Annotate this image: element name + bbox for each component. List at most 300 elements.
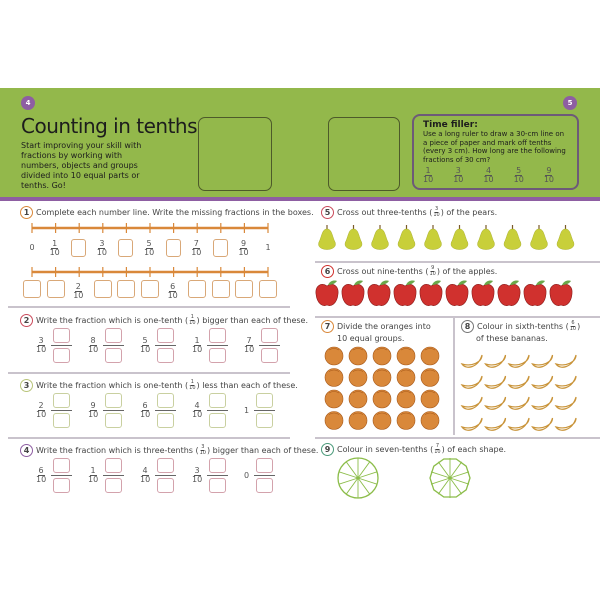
denominator-box[interactable] bbox=[157, 348, 174, 363]
question-6-header bbox=[321, 265, 497, 278]
fraction-item bbox=[192, 458, 228, 493]
denominator: 10 bbox=[88, 410, 99, 419]
question-number: 8 bbox=[461, 320, 474, 333]
denominator: 10 bbox=[96, 248, 107, 257]
fraction-item bbox=[244, 458, 275, 493]
denominator: 10 bbox=[144, 248, 155, 257]
pear bbox=[372, 225, 389, 250]
banana bbox=[509, 376, 529, 388]
fraction-item bbox=[140, 393, 176, 428]
fraction-item bbox=[244, 393, 275, 428]
banana bbox=[486, 397, 506, 409]
denominator-box[interactable] bbox=[105, 478, 122, 493]
orange bbox=[373, 369, 391, 387]
pear bbox=[345, 225, 362, 250]
answer-box[interactable] bbox=[118, 239, 133, 257]
denominator-box[interactable] bbox=[105, 348, 122, 363]
banana bbox=[486, 376, 506, 388]
denominator-box[interactable] bbox=[53, 348, 70, 363]
answer-fraction bbox=[155, 328, 176, 363]
denominator: 10 bbox=[36, 345, 47, 354]
fraction-bar bbox=[155, 410, 176, 411]
numerator-box[interactable] bbox=[209, 458, 226, 473]
question-7-header bbox=[321, 320, 431, 333]
text-pre: Write the fraction which is one-tenth ( bbox=[36, 316, 189, 325]
denominator: 10 bbox=[73, 291, 84, 300]
fraction bbox=[140, 337, 150, 354]
answer-fraction bbox=[103, 458, 124, 493]
numerator: 8 bbox=[90, 336, 96, 345]
fraction bbox=[97, 240, 107, 257]
orange bbox=[421, 390, 439, 408]
fraction bbox=[140, 467, 150, 484]
numerator: 2 bbox=[38, 401, 44, 410]
denominator-box[interactable] bbox=[157, 478, 174, 493]
fraction bbox=[192, 337, 202, 354]
text-pre: Cross out three-tenths ( bbox=[337, 208, 433, 217]
numerator-box[interactable] bbox=[53, 328, 70, 343]
numerator-box[interactable] bbox=[209, 393, 226, 408]
denominator: 10 bbox=[36, 475, 47, 484]
fraction bbox=[423, 167, 433, 184]
fraction bbox=[483, 167, 493, 184]
answer-box[interactable] bbox=[166, 239, 181, 257]
numerator: 9 bbox=[546, 166, 552, 175]
fraction bbox=[168, 283, 178, 300]
fraction-bar bbox=[51, 345, 72, 346]
numerator: 6 bbox=[170, 282, 176, 291]
answer-box[interactable] bbox=[213, 239, 228, 257]
pear bbox=[478, 225, 495, 250]
question-2-header bbox=[20, 314, 308, 327]
numerator-box[interactable] bbox=[105, 393, 122, 408]
apple bbox=[420, 280, 442, 305]
banana bbox=[462, 397, 482, 409]
question-number: 5 bbox=[321, 206, 334, 219]
text-post: ) bigger than each of these. bbox=[206, 446, 319, 455]
orange bbox=[421, 347, 439, 365]
denominator: 10 bbox=[192, 345, 203, 354]
banana bbox=[509, 355, 529, 367]
denominator-box[interactable] bbox=[256, 478, 273, 493]
banana bbox=[486, 418, 506, 430]
orange bbox=[397, 412, 415, 430]
question-text bbox=[337, 266, 497, 277]
denominator-box[interactable] bbox=[209, 348, 226, 363]
time-filler-text: Use a long ruler to draw a 30-cm line on a piece of paper and mark off tenths (every 3 cm). How long are the following fractions of 30 cm? bbox=[423, 130, 566, 164]
numerator: 1 bbox=[52, 239, 58, 248]
question-number: 1 bbox=[20, 206, 33, 219]
fraction bbox=[192, 402, 202, 419]
inline-fraction bbox=[429, 266, 435, 277]
text-post: ) less than each of these. bbox=[196, 381, 298, 390]
apple bbox=[524, 280, 546, 305]
fraction-item bbox=[192, 393, 228, 428]
numerator: 1 bbox=[190, 379, 194, 385]
fraction bbox=[544, 167, 554, 184]
inline-fraction bbox=[189, 315, 195, 326]
inline-fraction bbox=[433, 207, 439, 218]
fraction-item bbox=[36, 393, 72, 428]
text-post: ) bbox=[577, 322, 581, 331]
page-title: Counting in tenths bbox=[21, 114, 198, 138]
numerator: 1 bbox=[190, 314, 194, 320]
pear bbox=[398, 225, 415, 250]
text-pre: Colour in sixth-tenths ( bbox=[477, 322, 569, 331]
answer-fraction bbox=[207, 458, 228, 493]
question-text: Complete each number line. Write the missing fractions in the boxes. bbox=[36, 208, 314, 217]
segment-line bbox=[438, 462, 450, 478]
answer-box[interactable] bbox=[235, 280, 253, 298]
divider-line bbox=[0, 197, 600, 201]
fraction bbox=[192, 467, 202, 484]
numerator: 6 bbox=[571, 320, 575, 326]
numerator-box[interactable] bbox=[157, 328, 174, 343]
inline-fraction bbox=[570, 321, 576, 332]
denominator: 10 bbox=[433, 212, 440, 218]
apple bbox=[394, 280, 416, 305]
banana bbox=[533, 397, 553, 409]
answer-fraction bbox=[259, 328, 280, 363]
denominator: 10 bbox=[191, 248, 202, 257]
question-number: 9 bbox=[321, 443, 334, 456]
numerator-box[interactable] bbox=[261, 328, 278, 343]
fraction bbox=[36, 467, 46, 484]
segment-line bbox=[450, 478, 469, 484]
pears-row bbox=[315, 222, 600, 256]
question-number: 6 bbox=[321, 265, 334, 278]
question-8-header bbox=[461, 320, 580, 333]
numerator-box[interactable] bbox=[53, 393, 70, 408]
question-text bbox=[477, 321, 580, 332]
numerator-box[interactable] bbox=[256, 393, 273, 408]
section-divider bbox=[8, 306, 290, 308]
fraction bbox=[244, 337, 254, 354]
text-post: ) of the apples. bbox=[436, 267, 498, 276]
answer-box[interactable] bbox=[23, 280, 41, 298]
numerator-box[interactable] bbox=[157, 393, 174, 408]
answer-fraction bbox=[51, 393, 72, 428]
text-post: ) of the pears. bbox=[440, 208, 498, 217]
text-post: ) bigger than each of these. bbox=[196, 316, 308, 325]
fraction bbox=[238, 240, 248, 257]
denominator: 10 bbox=[140, 410, 151, 419]
number-label: 0 bbox=[29, 243, 35, 252]
inline-fraction bbox=[434, 444, 440, 455]
fraction-item bbox=[36, 458, 72, 493]
number-label: 1 bbox=[265, 243, 271, 252]
banana bbox=[509, 397, 529, 409]
numerator: 3 bbox=[38, 336, 44, 345]
banana bbox=[533, 376, 553, 388]
apple bbox=[472, 280, 494, 305]
pear bbox=[504, 225, 521, 250]
question-text: Divide the oranges into bbox=[337, 322, 431, 331]
banana bbox=[556, 376, 576, 388]
apple bbox=[316, 280, 338, 305]
fraction bbox=[73, 283, 83, 300]
number-label: 1 bbox=[244, 406, 250, 415]
orange bbox=[397, 347, 415, 365]
fraction bbox=[36, 337, 46, 354]
numerator: 9 bbox=[431, 265, 435, 271]
segment-line bbox=[346, 462, 358, 478]
numerator-box[interactable] bbox=[105, 458, 122, 473]
answer-fraction bbox=[254, 393, 275, 428]
denominator-box[interactable] bbox=[157, 413, 174, 428]
denominator: 10 bbox=[513, 175, 524, 184]
fraction bbox=[514, 167, 524, 184]
denominator-box[interactable] bbox=[209, 478, 226, 493]
denominator-box[interactable] bbox=[53, 478, 70, 493]
pear bbox=[319, 225, 336, 250]
fraction bbox=[140, 402, 150, 419]
fraction-bar bbox=[51, 475, 72, 476]
orange bbox=[397, 390, 415, 408]
apple bbox=[342, 280, 364, 305]
numerator-box[interactable] bbox=[157, 458, 174, 473]
question-number: 3 bbox=[20, 379, 33, 392]
segment-line bbox=[358, 478, 377, 484]
section-divider bbox=[315, 261, 600, 263]
pear bbox=[425, 225, 442, 250]
question-3-header bbox=[20, 379, 298, 392]
question-number: 4 bbox=[20, 444, 33, 457]
denominator: 10 bbox=[244, 345, 255, 354]
blank-box bbox=[198, 117, 272, 191]
numerator: 3 bbox=[434, 206, 439, 212]
orange bbox=[325, 369, 343, 387]
answer-box[interactable] bbox=[47, 280, 65, 298]
vertical-divider bbox=[453, 318, 455, 435]
numerator: 3 bbox=[201, 444, 205, 450]
banana bbox=[556, 355, 576, 367]
answer-fraction bbox=[51, 328, 72, 363]
denominator: 10 bbox=[543, 175, 554, 184]
banana bbox=[556, 397, 576, 409]
answer-fraction bbox=[51, 458, 72, 493]
shapes-row bbox=[330, 455, 480, 501]
fraction-item bbox=[36, 328, 72, 363]
numerator-box[interactable] bbox=[256, 458, 273, 473]
orange bbox=[325, 347, 343, 365]
text-pre: Cross out nine-tenths ( bbox=[337, 267, 429, 276]
denominator-box[interactable] bbox=[261, 348, 278, 363]
denominator-box[interactable] bbox=[256, 413, 273, 428]
text-pre: Write the fraction which is three-tenths ( bbox=[36, 446, 199, 455]
orange bbox=[325, 412, 343, 430]
fraction-bar bbox=[103, 475, 124, 476]
inline-fraction bbox=[189, 380, 195, 391]
text-pre: Write the fraction which is one-tenth ( bbox=[36, 381, 189, 390]
banana bbox=[462, 376, 482, 388]
fraction-bar bbox=[254, 475, 275, 476]
fraction bbox=[88, 402, 98, 419]
segment-line bbox=[358, 478, 370, 494]
fraction bbox=[453, 167, 463, 184]
answer-fraction bbox=[207, 328, 228, 363]
time-filler-box bbox=[412, 114, 579, 190]
answer-box[interactable] bbox=[117, 280, 135, 298]
numerator-box[interactable] bbox=[209, 328, 226, 343]
segment-line bbox=[339, 478, 358, 484]
numerator: 5 bbox=[142, 336, 148, 345]
question-4-header bbox=[20, 444, 318, 457]
segment-line bbox=[339, 472, 358, 478]
question-5-header bbox=[321, 206, 497, 219]
answer-fraction bbox=[155, 393, 176, 428]
pear bbox=[451, 225, 468, 250]
fraction-item bbox=[88, 328, 124, 363]
answer-fraction bbox=[207, 393, 228, 428]
page-number-right: 5 bbox=[563, 96, 577, 110]
denominator: 10 bbox=[189, 320, 196, 326]
denominator: 10 bbox=[238, 248, 249, 257]
denominator: 10 bbox=[453, 175, 464, 184]
banana bbox=[462, 355, 482, 367]
denominator: 10 bbox=[140, 475, 151, 484]
denominator: 10 bbox=[199, 450, 206, 456]
answer-box[interactable] bbox=[94, 280, 112, 298]
number-label: 0 bbox=[244, 471, 250, 480]
fraction-item bbox=[140, 328, 176, 363]
question-text bbox=[337, 207, 497, 218]
numerator: 9 bbox=[240, 239, 247, 248]
fraction bbox=[144, 240, 154, 257]
segment-line bbox=[431, 478, 450, 484]
decagon-shape bbox=[430, 458, 470, 498]
banana bbox=[533, 355, 553, 367]
bananas-grid bbox=[458, 350, 593, 435]
answer-box[interactable] bbox=[259, 280, 277, 298]
banana bbox=[509, 418, 529, 430]
numerator: 3 bbox=[455, 166, 461, 175]
apple bbox=[368, 280, 390, 305]
denominator: 10 bbox=[140, 345, 151, 354]
orange bbox=[421, 369, 439, 387]
section-divider bbox=[8, 437, 290, 439]
answer-box[interactable] bbox=[212, 280, 230, 298]
fraction-bar bbox=[207, 410, 228, 411]
denominator: 10 bbox=[483, 175, 494, 184]
answer-fraction bbox=[155, 458, 176, 493]
numerator: 6 bbox=[38, 466, 44, 475]
orange bbox=[421, 412, 439, 430]
question-text bbox=[36, 380, 298, 391]
answer-box[interactable] bbox=[71, 239, 86, 257]
numerator: 3 bbox=[194, 466, 200, 475]
orange bbox=[349, 412, 367, 430]
denominator-box[interactable] bbox=[209, 413, 226, 428]
fraction-item bbox=[192, 328, 228, 363]
circle-shape bbox=[338, 458, 378, 498]
question-text bbox=[36, 445, 318, 456]
segment-line bbox=[358, 462, 370, 478]
fraction-bar bbox=[207, 475, 228, 476]
numerator: 7 bbox=[435, 443, 439, 449]
question-text bbox=[36, 315, 308, 326]
denominator: 10 bbox=[88, 345, 99, 354]
text-pre: Colour in seven-tenths ( bbox=[337, 445, 434, 454]
denominator-box[interactable] bbox=[105, 413, 122, 428]
fraction-item bbox=[140, 458, 176, 493]
numerator: 1 bbox=[194, 336, 200, 345]
segment-line bbox=[450, 478, 462, 494]
numerator: 7 bbox=[246, 336, 252, 345]
orange bbox=[373, 412, 391, 430]
answer-box[interactable] bbox=[188, 280, 206, 298]
denominator: 10 bbox=[189, 385, 196, 391]
denominator-box[interactable] bbox=[53, 413, 70, 428]
text-post: ) of each shape. bbox=[441, 445, 507, 454]
segment-line bbox=[358, 472, 377, 478]
page-number-left: 4 bbox=[21, 96, 35, 110]
segment-line bbox=[438, 478, 450, 494]
fraction bbox=[36, 402, 46, 419]
numerator: 1 bbox=[90, 466, 96, 475]
answer-fraction bbox=[103, 393, 124, 428]
numerator: 4 bbox=[485, 166, 492, 175]
orange bbox=[397, 369, 415, 387]
question-number: 2 bbox=[20, 314, 33, 327]
banana bbox=[533, 418, 553, 430]
denominator: 10 bbox=[167, 291, 178, 300]
fraction bbox=[88, 467, 98, 484]
fraction-bar bbox=[259, 345, 280, 346]
fraction-item bbox=[88, 393, 124, 428]
apple bbox=[446, 280, 468, 305]
fraction-bar bbox=[207, 345, 228, 346]
banana bbox=[556, 418, 576, 430]
inline-fraction bbox=[200, 445, 206, 456]
time-filler-fractions bbox=[423, 167, 568, 184]
denominator: 10 bbox=[88, 475, 99, 484]
fraction-item bbox=[244, 328, 280, 363]
fraction-bar bbox=[51, 410, 72, 411]
apple bbox=[550, 280, 572, 305]
orange bbox=[325, 390, 343, 408]
answer-box[interactable] bbox=[141, 280, 159, 298]
section-divider bbox=[315, 316, 600, 318]
fraction-bar bbox=[103, 345, 124, 346]
question-text-line2: of these bananas. bbox=[476, 334, 548, 343]
pear bbox=[557, 225, 574, 250]
segment-line bbox=[431, 472, 450, 478]
numerator-box[interactable] bbox=[53, 458, 70, 473]
numerator: 3 bbox=[99, 239, 105, 248]
numerator: 4 bbox=[194, 401, 200, 410]
denominator: 10 bbox=[429, 271, 436, 277]
denominator: 10 bbox=[49, 248, 60, 257]
numerator: 2 bbox=[75, 282, 81, 291]
question-number: 7 bbox=[321, 320, 334, 333]
numerator: 5 bbox=[146, 239, 152, 248]
orange bbox=[349, 347, 367, 365]
denominator: 10 bbox=[423, 175, 434, 184]
segment-line bbox=[450, 472, 469, 478]
intro-text: Start improving your skill with fractions by working with numbers, objects and groups divided into 10 equal parts or tenths. Go! bbox=[21, 141, 142, 190]
denominator: 10 bbox=[434, 449, 441, 455]
segment-line bbox=[450, 462, 462, 478]
numerator: 7 bbox=[193, 239, 199, 248]
numerator: 6 bbox=[142, 401, 148, 410]
segment-line bbox=[346, 478, 358, 494]
fraction bbox=[50, 240, 60, 257]
apple bbox=[498, 280, 520, 305]
blank-box bbox=[328, 117, 400, 191]
numerator-box[interactable] bbox=[105, 328, 122, 343]
fraction-item bbox=[88, 458, 124, 493]
